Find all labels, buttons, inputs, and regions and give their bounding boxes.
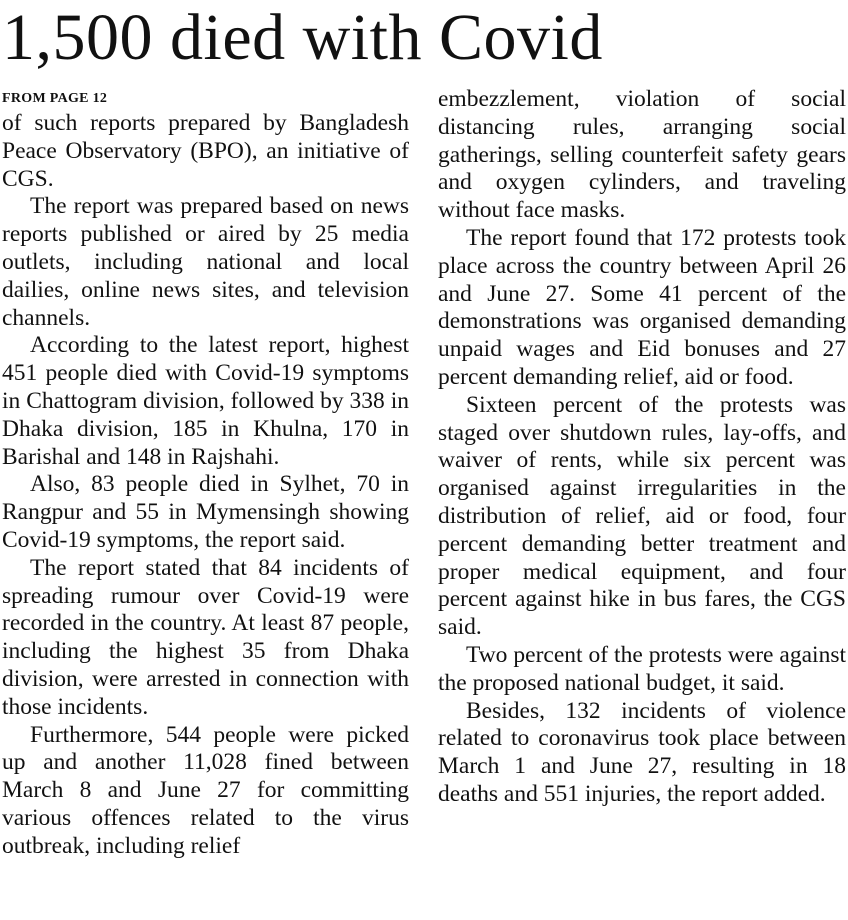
article-column-right xyxy=(438,86,846,809)
paragraph: The report stated that 84 incidents of spreading rumour over Covid-19 were recorded in the country. At least 87 people, including the highest 35 from Dhaka division, were arrested in connection with those incidents. xyxy=(2,554,409,720)
paragraph: Furthermore, 544 people were picked up and another 11,028 fined between March 8 and June 27 for committing various offences related to the virus outbreak, including relief xyxy=(2,721,409,859)
paragraph: The report was prepared based on news reports published or aired by 25 media outlets, including national and local dailies, online news sites, and television channels. xyxy=(2,193,409,331)
paragraph: of such reports prepared by Bangladesh Peace Observatory (BPO), an initiative of CGS. xyxy=(2,110,409,192)
paragraph: Sixteen percent of the protests was staged over shutdown rules, lay-offs, and waiver of rents, while six percent was organised against irregularities in the distribution of relief, aid or food, four percent demanding better treatment and proper medical equipment, and four percent against hike in bus fares, the CGS said. xyxy=(438,391,846,641)
paragraph: Besides, 132 incidents of violence related to coronavirus took place between March 1 and June 27, resulting in 18 deaths and 551 injuries, the report added. xyxy=(438,697,846,807)
article-column-left xyxy=(2,86,409,861)
paragraph: Two percent of the protests were against the proposed national budget, it said. xyxy=(438,641,846,696)
paragraph: The report found that 172 protests took place across the country between April 26 and June 27. Some 41 percent of the demonstrations was organised demanding unpaid wages and Eid bonuses and 27 percent demanding relief, aid or food. xyxy=(438,224,846,390)
headline: 1,500 died with Covid xyxy=(2,1,603,74)
paragraph: According to the latest report, highest 451 people died with Covid-19 symptoms in Chattogram division, followed by 338 in Dhaka division, 185 in Khulna, 170 in Barishal and 148 in Rajshahi. xyxy=(2,332,409,470)
paragraph: Also, 83 people died in Sylhet, 70 in Rangpur and 55 in Mymensingh showing Covid-19 symptoms, the report said. xyxy=(2,471,409,553)
jump-label: FROM PAGE 12 xyxy=(2,91,108,106)
paragraph: embezzlement, violation of social distancing rules, arranging social gatherings, selling counterfeit safety gears and oxygen cylinders, and traveling without face masks. xyxy=(438,86,846,224)
